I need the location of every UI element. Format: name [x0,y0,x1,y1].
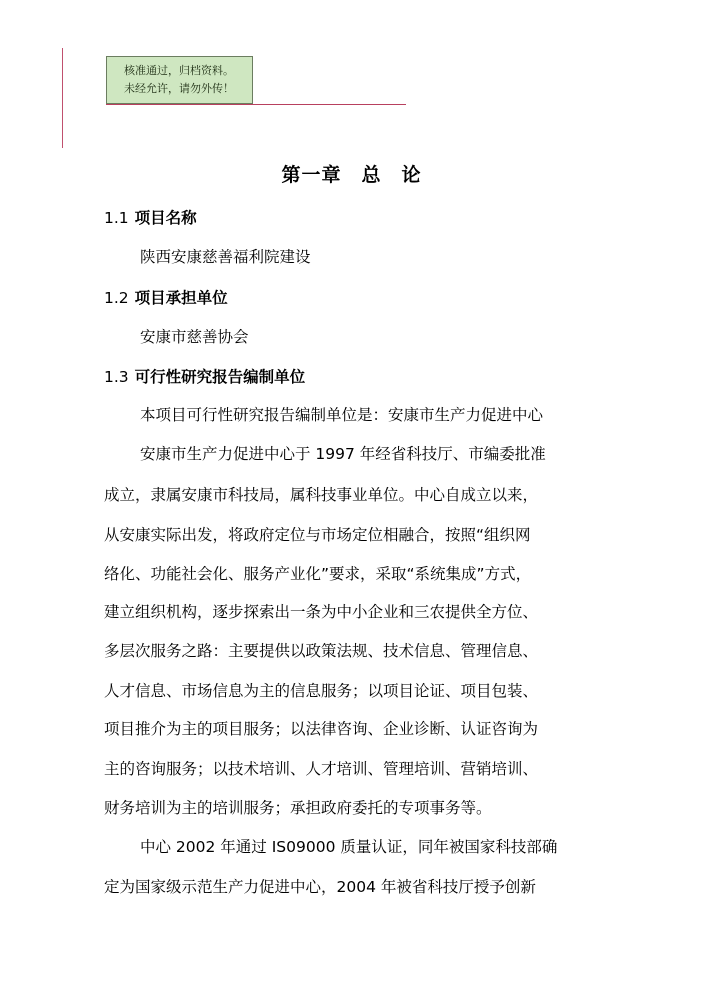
paragraph-line: 财务培训为主的培训服务；承担政府委托的专项事务等。 [104,799,492,817]
paragraph-line: 多层次服务之路：主要提供以政策法规、技术信息、管理信息、 [104,642,539,660]
chapter-title: 第一章 总 论 [281,164,422,186]
section-content: 本项目可行性研究报告编制单位是：安康市生产力促进中心 [140,406,544,424]
section-number: 1.1 [104,209,129,227]
section-heading [104,206,197,228]
section-heading [104,365,305,387]
paragraph-line: 项目推介为主的项目服务；以法律咨询、企业诊断、认证咨询为 [104,720,539,738]
section-number: 1.2 [104,289,129,307]
section-number: 1.3 [104,368,129,386]
header-rule [106,104,406,105]
section-content: 陕西安康慈善福利院建设 [140,248,311,266]
paragraph-line: 从安康实际出发，将政府定位与市场定位相融合，按照“组织网 [104,526,531,544]
archive-stamp [106,56,253,104]
paragraph-line: 络化、功能社会化、服务产业化”要求，采取“系统集成”方式， [104,565,532,583]
section-content: 安康市慈善协会 [140,328,249,346]
margin-line [62,48,63,148]
paragraph-line: 建立组织机构，逐步探索出一条为中小企业和三农提供全方位、 [104,603,539,621]
stamp-line-1: 核准通过，归档资料。 [124,64,234,77]
stamp-line-2: 未经允许，请勿外传！ [124,82,234,95]
section-title: 可行性研究报告编制单位 [134,368,306,386]
paragraph-line: 中心 2002 年通过 IS09000 质量认证，同年被国家科技部确 [140,838,558,856]
section-title: 项目承担单位 [134,289,228,307]
paragraph-line: 安康市生产力促进中心于 1997 年经省科技厅、市编委批准 [140,445,546,463]
section-title: 项目名称 [134,209,197,227]
paragraph-line: 主的咨询服务；以技术培训、人才培训、管理培训、营销培训、 [104,760,539,778]
section-heading [104,286,228,308]
paragraph-line: 人才信息、市场信息为主的信息服务；以项目论证、项目包装、 [104,682,539,700]
paragraph-line: 定为国家级示范生产力促进中心，2004 年被省科技厅授予创新 [104,878,536,896]
paragraph-line: 成立，隶属安康市科技局，属科技事业单位。中心自成立以来， [104,486,539,504]
